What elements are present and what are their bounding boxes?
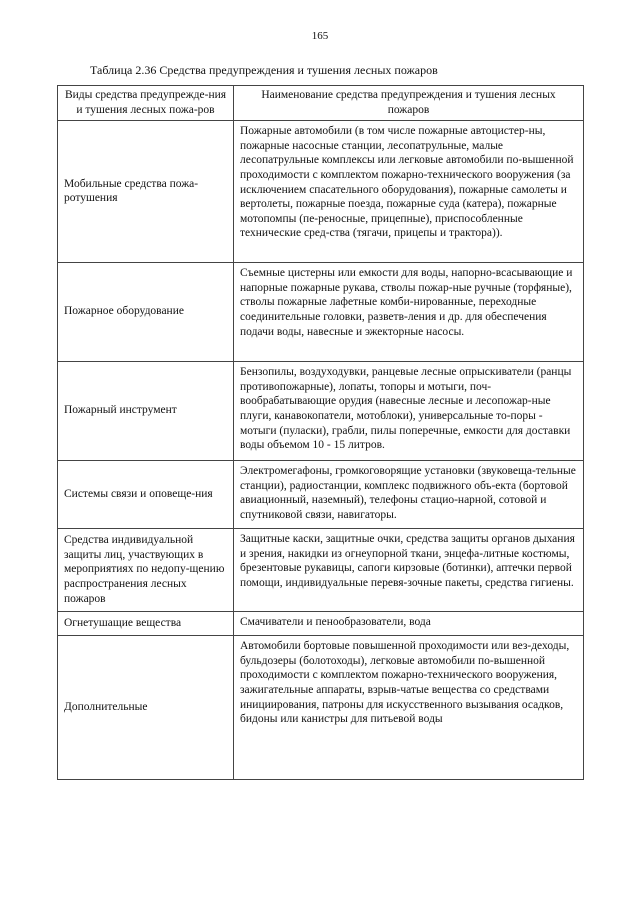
row-description: Пожарные автомобили (в том числе пожарные автоцистер-ны, пожарные насосные станции, лесопатрульные, малые лесопатрульные комплексы или легковые автомобили по-вышенной проходимости с комплектом пожарно-технического вооружения (за исключением спасательного оборудования), пожарные самолеты и вертолеты, пожарные поезда, пожарные суда (катера), пожарные мотопомпы (пе-реносные, прицепные), приспособленные технические сред-ства (тягачи, прицепы и трактора)). bbox=[234, 121, 584, 263]
row-description: Смачиватели и пенообразователи, вода bbox=[234, 612, 584, 636]
fire-equipment-table bbox=[57, 85, 584, 780]
table-row bbox=[58, 612, 584, 636]
row-description: Электромегафоны, громкоговорящие установки (звуковеща-тельные станции), радиостанции, комплекс подвижного объ-екта (бортовой авиационный, наземный), телефоны стацио-нарной, сотовой и спутниковой связи, навигаторы. bbox=[234, 461, 584, 529]
row-kind: Системы связи и оповеще-ния bbox=[58, 461, 234, 529]
row-kind: Мобильные средства пожа-ротушения bbox=[58, 121, 234, 263]
table-row bbox=[58, 461, 584, 529]
table-caption: Таблица 2.36 Средства предупреждения и тушения лесных пожаров bbox=[90, 63, 438, 77]
page-number: 165 bbox=[311, 30, 329, 42]
row-description: Автомобили бортовые повышенной проходимости или вез-деходы, бульдозеры (болотоходы), легковые автомобили по-вышенной проходимости с комплектом пожарно-технического вооружения, зажигательные аппараты, взрыв-чатые вещества со средствами инициирования, патроны для искусственного вызывания осадков, бидоны или канистры для питьевой воды bbox=[234, 636, 584, 780]
row-kind: Дополнительные bbox=[58, 636, 234, 780]
row-kind: Средства индивидуальной защиты лиц, участвующих в мероприятиях по недопу-щению распространения лесных пожаров bbox=[58, 529, 234, 612]
table-row bbox=[58, 121, 584, 263]
row-kind: Огнетушащие вещества bbox=[58, 612, 234, 636]
table-row bbox=[58, 263, 584, 362]
row-description: Защитные каски, защитные очки, средства защиты органов дыхания и зрения, накидки из огнеупорной ткани, энцефа-литные костюмы, брезентовые рукавицы, сапоги кирзовые (ботинки), аптечки первой помощи, индивидуальные перевя-зочные пакеты, средства гигиены. bbox=[234, 529, 584, 612]
row-kind: Пожарное оборудование bbox=[58, 263, 234, 362]
table-header-row bbox=[58, 86, 584, 121]
header-kind: Виды средства предупрежде-ния и тушения лесных пожа-ров bbox=[58, 86, 234, 121]
table-row bbox=[58, 636, 584, 780]
header-name: Наименование средства предупреждения и тушения лесных пожаров bbox=[234, 86, 584, 121]
row-description: Бензопилы, воздуходувки, ранцевые лесные опрыскиватели (ранцы противопожарные), лопаты, топоры и мотыги, поч-вообрабатывающие орудия (навесные лесные и лесопожар-ные плуги, канавокопатели, мотоблоки), универсальные то-поры - мотыги (пуласки), грабли, пилы поперечные, емкости для доставки воды объемом 10 - 15 литров. bbox=[234, 362, 584, 461]
table-row bbox=[58, 362, 584, 461]
table-row bbox=[58, 529, 584, 612]
row-description: Съемные цистерны или емкости для воды, напорно-всасывающие и напорные пожарные рукава, стволы пожар-ные ручные (торфяные), стволы пожарные лафетные комби-нированные, переходные соединительные головки, разветв-ления и др. для обеспечения подачи воды, навесные и эжекторные насосы. bbox=[234, 263, 584, 362]
row-kind: Пожарный инструмент bbox=[58, 362, 234, 461]
